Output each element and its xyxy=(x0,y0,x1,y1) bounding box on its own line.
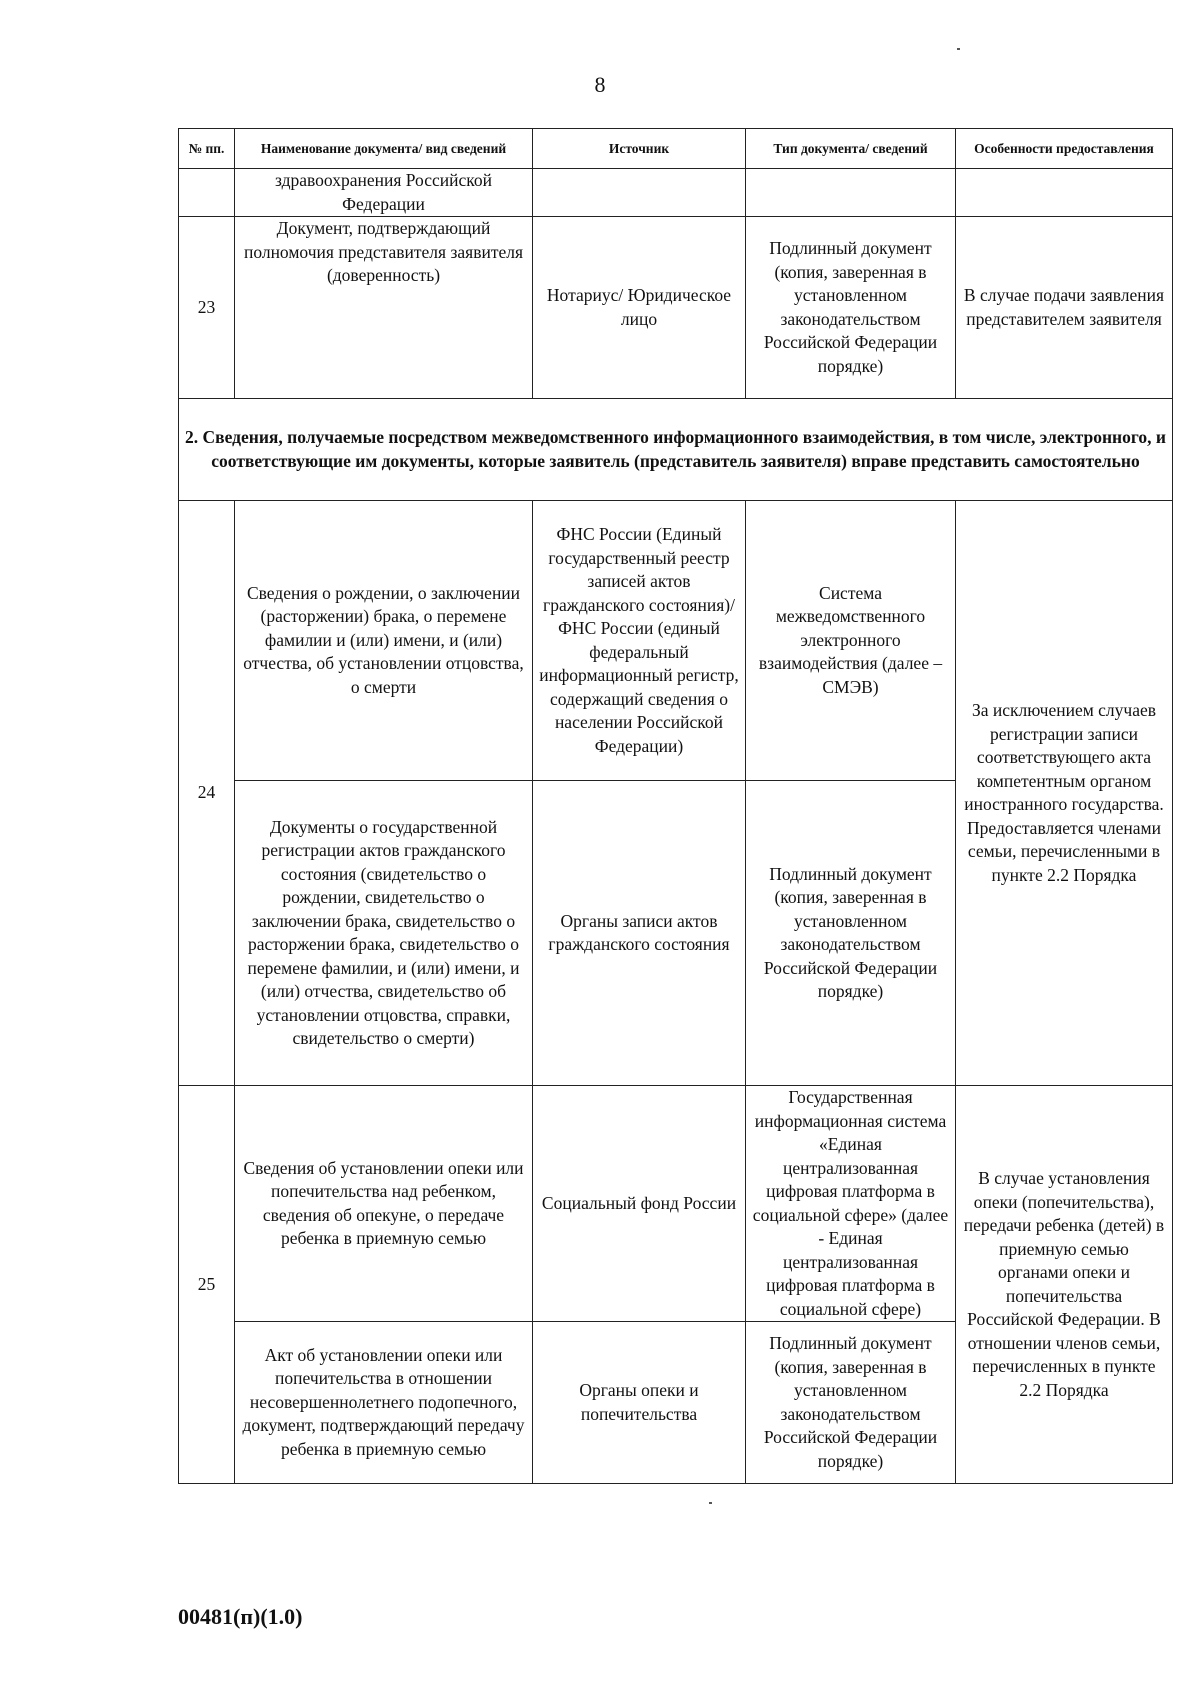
table-row-23 xyxy=(179,217,1173,399)
continuation-row xyxy=(179,169,1173,217)
table-row-24a xyxy=(179,501,1173,781)
row-25a-source: Социальный фонд России xyxy=(533,1086,746,1322)
document-code: 00481(п)(1.0) xyxy=(178,1604,303,1629)
header-source: Источник xyxy=(533,129,746,169)
continuation-name: здравоохранения Российской Федерации xyxy=(235,169,533,217)
row-24b-type: Подлинный документ (копия, заверенная в установленном законодательством Российской Федерации порядке) xyxy=(746,781,956,1086)
table-row-25a xyxy=(179,1086,1173,1322)
row-24a-name: Сведения о рождении, о заключении (расторжении) брака, о перемене фамилии и (или) имени, и (или) отчества, об установлении отцовства, о смерти xyxy=(235,501,533,781)
scan-speck xyxy=(957,48,960,50)
section-2-heading-row xyxy=(179,399,1173,501)
row-24-number: 24 xyxy=(179,501,235,1086)
row-25a-name: Сведения об установлении опеки или попечительства над ребенком, сведения об опекуне, о передаче ребенка в приемную семью xyxy=(235,1086,533,1322)
header-features: Особенности предоставления xyxy=(956,129,1173,169)
row-23-source: Нотариус/ Юридическое лицо xyxy=(533,217,746,399)
row-24b-source: Органы записи актов гражданского состояния xyxy=(533,781,746,1086)
header-name: Наименование документа/ вид сведений xyxy=(235,129,533,169)
header-num: № пп. xyxy=(179,129,235,169)
row-25-features: В случае установления опеки (попечительства), передачи ребенка (детей) в приемную семью органами опеки и попечительства Российской Федерации. В отношении членов семьи, перечисленных в пункте 2.2 Порядка xyxy=(956,1086,1173,1484)
row-25b-source: Органы опеки и попечительства xyxy=(533,1322,746,1484)
page-number: 8 xyxy=(594,72,606,97)
row-23-type: Подлинный документ (копия, заверенная в установленном законодательством Российской Федерации порядке) xyxy=(746,217,956,399)
row-24-features: За исключением случаев регистрации записи соответствующего акта компетентным органом иностранного государства. Предоставляется членами семьи, перечисленными в пункте 2.2 Порядка xyxy=(956,501,1173,1086)
row-24a-source: ФНС России (Единый государственный реестр записей актов гражданского состояния)/ ФНС России (единый федеральный информационный регистр, содержащий сведения о населении Российской Федерации) xyxy=(533,501,746,781)
documents-table xyxy=(178,128,1173,1484)
row-24b-name: Документы о государственной регистрации актов гражданского состояния (свидетельство о рождении, свидетельство о заключении брака, свидетельство о расторжении брака, свидетельство о перемене фамилии, и (или) имени, и (или) отчества, свидетельство об установлении отцовства, справки, свидетельство о смерти) xyxy=(235,781,533,1086)
row-25a-type: Государственная информационная система «Единая централизованная цифровая платформа в социальной сфере» (далее - Единая централизованная цифровая платформа в социальной сфере) xyxy=(746,1086,956,1322)
row-25b-type: Подлинный документ (копия, заверенная в установленном законодательством Российской Федерации порядке) xyxy=(746,1322,956,1484)
row-23-number: 23 xyxy=(179,217,235,399)
row-25-number: 25 xyxy=(179,1086,235,1484)
row-25b-name: Акт об установлении опеки или попечительства в отношении несовершеннолетнего подопечного, документ, подтверждающий передачу ребенка в приемную семью xyxy=(235,1322,533,1484)
header-type: Тип документа/ сведений xyxy=(746,129,956,169)
section-2-heading: 2. Сведения, получаемые посредством межведомственного информационного взаимодействия, в том числе, электронного, и соответствующие им документы, которые заявитель (представитель заявителя) вправе представить самостоятельно xyxy=(179,399,1173,501)
row-23-name: Документ, подтверждающий полномочия представителя заявителя (доверенность) xyxy=(235,217,533,399)
scan-speck xyxy=(709,1502,712,1504)
table-header-row xyxy=(179,129,1173,169)
row-23-features: В случае подачи заявления представителем заявителя xyxy=(956,217,1173,399)
row-24a-type: Система межведомственного электронного взаимодействия (далее – СМЭВ) xyxy=(746,501,956,781)
